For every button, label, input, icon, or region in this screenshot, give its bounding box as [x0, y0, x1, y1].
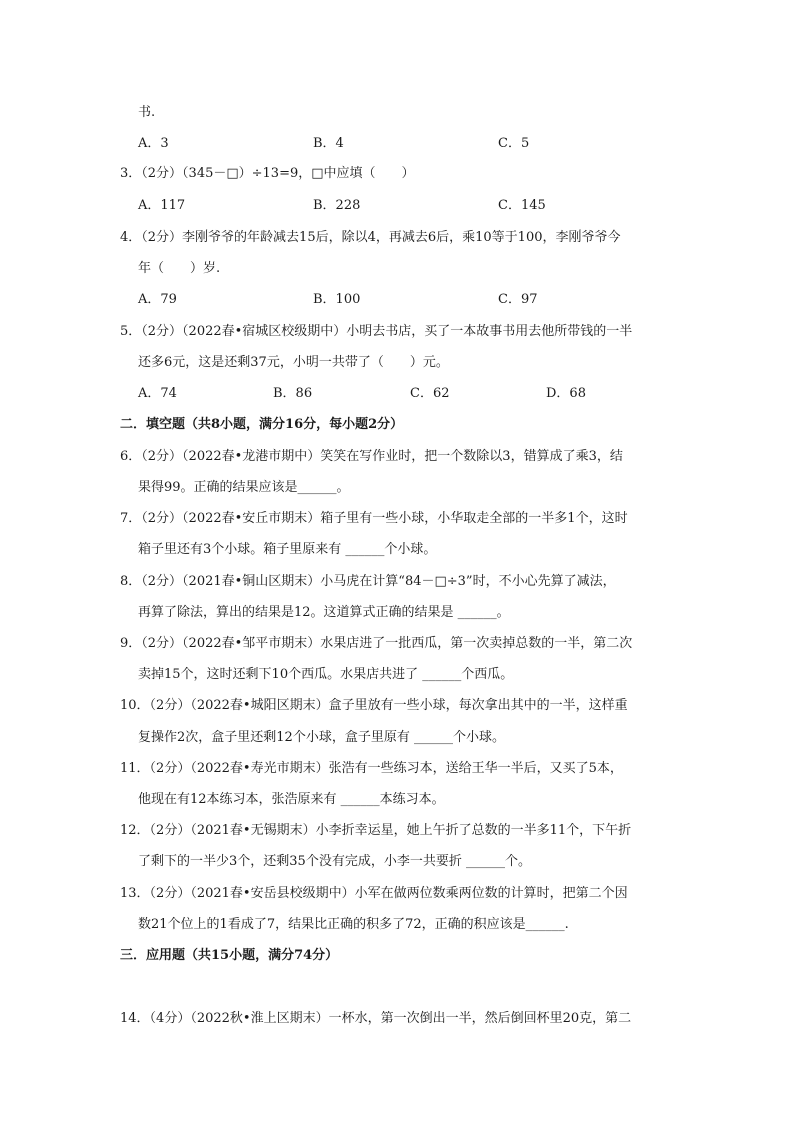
question-9-continuation: 卖掉15个，这时还剩下10个西瓜。水果店共进了 ______个西瓜。 — [138, 667, 514, 682]
question-13: 13．（2分）（2021春•安岳县校级期中）小军在做两位数乘两位数的计算时，把第二个因 — [120, 886, 628, 901]
question-6-continuation: 果得99。正确的结果应该是______。 — [138, 480, 350, 495]
question-9: 9．（2分）（2022春•邹平市期末）水果店进了一批西瓜，第一次卖掉总数的一半，第二次 — [120, 636, 633, 651]
question-3: 3．（2分）（345－□）÷13=9，□中应填（ ） — [120, 166, 415, 181]
question-7: 7．（2分）（2022春•安丘市期末）箱子里有一些小球，小华取走全部的一半多1个，这时 — [120, 511, 628, 526]
question-10-continuation: 复操作2次，盒子里还剩12个小球，盒子里原有 ______个小球。 — [138, 730, 505, 745]
option-c: C．145 — [498, 198, 546, 213]
question-11-continuation: 他现在有12本练习本，张浩原来有 ______本练习本。 — [138, 792, 445, 807]
option-c: C．97 — [498, 292, 538, 307]
question-2-continuation: 书. — [138, 105, 156, 120]
option-a: A．79 — [138, 292, 177, 307]
option-d: D．68 — [546, 386, 586, 401]
option-b: B．86 — [273, 386, 313, 401]
question-12-continuation: 了剩下的一半少3个，还剩35个没有完成，小李一共要折 ______个。 — [138, 854, 531, 869]
section-heading-fill-in: 二．填空题（共8小题，满分16分，每小题2分） — [120, 417, 404, 432]
question-10: 10．（2分）（2022春•城阳区期末）盒子里放有一些小球，每次拿出其中的一半，这样重 — [120, 698, 628, 713]
option-b: B．100 — [313, 292, 361, 307]
question-7-continuation: 箱子里还有3个小球。箱子里原来有 ______个小球。 — [138, 542, 437, 557]
question-14: 14．（4分）（2022秋•淮上区期末）一杯水，第一次倒出一半，然后倒回杯里20克，第二 — [120, 1011, 632, 1026]
question-5: 5．（2分）（2022春•宿城区校级期中）小明去书店，买了一本故事书用去他所带钱的一半 — [120, 324, 633, 339]
option-c: C．5 — [498, 136, 530, 151]
question-4-continuation: 年（ ）岁. — [138, 261, 221, 276]
question-11: 11．（2分）（2022春•寿光市期末）张浩有一些练习本，送给王华一半后，又买了5本， — [120, 761, 623, 776]
question-8: 8．（2分）（2021春•铜山区期末）小马虎在计算“84－□÷3”时，不小心先算了减法， — [120, 574, 616, 589]
option-a: A．74 — [138, 386, 177, 401]
question-6: 6．（2分）（2022春•龙港市期中）笑笑在写作业时，把一个数除以3，错算成了乘3，结 — [120, 449, 623, 464]
question-13-continuation: 数21个位上的1看成了7，结果比正确的积多了72，正确的积应该是______. — [138, 917, 569, 932]
option-c: C．62 — [410, 386, 450, 401]
option-b: B．228 — [313, 198, 361, 213]
question-12: 12．（2分）（2021春•无锡期末）小李折幸运星，她上午折了总数的一半多11个，下午折 — [120, 823, 632, 838]
question-5-continuation: 还多6元，这是还剩37元，小明一共带了（ ）元。 — [138, 355, 449, 370]
option-a: A．117 — [138, 198, 186, 213]
section-heading-application: 三．应用题（共15小题，满分74分） — [120, 948, 339, 963]
option-a: A．3 — [138, 136, 169, 151]
question-4: 4．（2分）李刚爷爷的年龄减去15后，除以4，再减去6后，乘10等于100，李刚爷爷今 — [120, 230, 621, 245]
option-b: B．4 — [313, 136, 344, 151]
question-8-continuation: 再算了除法，算出的结果是12。这道算式正确的结果是 ______。 — [138, 605, 510, 620]
